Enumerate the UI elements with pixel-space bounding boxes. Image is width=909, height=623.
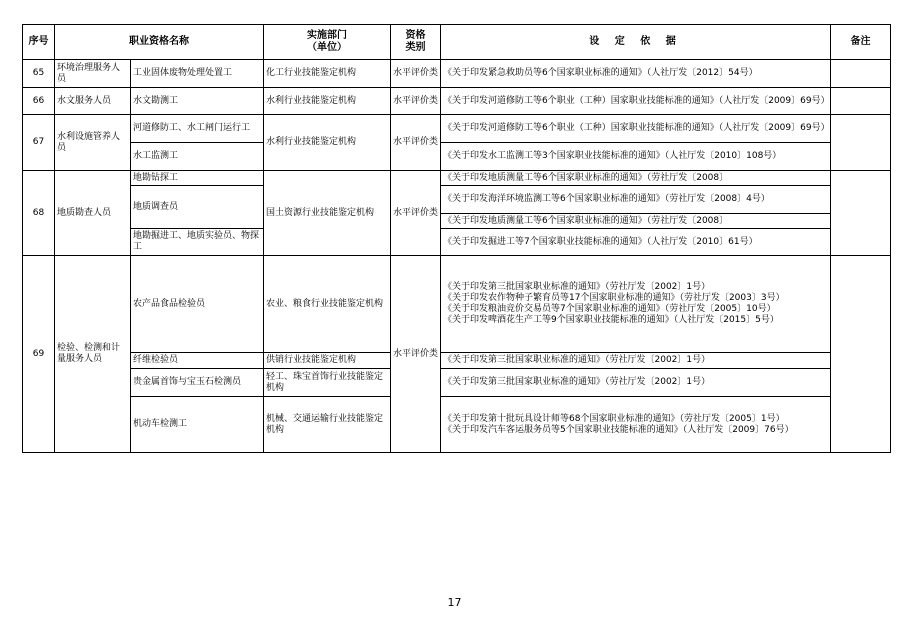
dept-name: 农业、粮食行业技能鉴定机构 bbox=[264, 256, 391, 353]
category: 水平评价类 bbox=[391, 88, 441, 115]
basis-text: 《关于印发第三批国家职业标准的通知》（劳社厅发〔2002〕1号） bbox=[441, 353, 831, 369]
occupation-name: 工业固体废物处理处置工 bbox=[131, 60, 264, 88]
table-row bbox=[23, 397, 891, 453]
occupation-name: 河道修防工、水工闸门运行工 bbox=[131, 115, 264, 143]
group-name: 水利设施管养人员 bbox=[55, 115, 131, 171]
basis-text: 《关于印发第三批国家职业标准的通知》（劳社厅发〔2002〕1号） 《关于印发农作物种子繁育员等17个国家职业标准的通知》（劳社厅发〔2003〕3号） 《关于印发粮油竞价交易员等7个国家职业标准的通知》（劳社厅发〔2005〕10号） 《关于印发啤酒花生产工等9个国家职业技能标准的通知》（人社厅发〔2015〕5号） bbox=[441, 256, 831, 353]
table-row bbox=[23, 171, 891, 186]
table-header-row bbox=[23, 25, 891, 60]
category: 水平评价类 bbox=[391, 60, 441, 88]
note-cell bbox=[831, 171, 891, 256]
header-seq: 序号 bbox=[23, 25, 55, 60]
occupation-qualification-table bbox=[22, 24, 891, 453]
header-basis: 设 定 依 据 bbox=[441, 25, 831, 60]
occupation-name: 贵金属首饰与宝玉石检测员 bbox=[131, 369, 264, 397]
occupation-name: 地勘钻探工 bbox=[131, 171, 264, 186]
dept-name: 水利行业技能鉴定机构 bbox=[264, 88, 391, 115]
dept-name: 水利行业技能鉴定机构 bbox=[264, 115, 391, 171]
row-seq: 65 bbox=[23, 60, 55, 88]
note-cell bbox=[831, 115, 891, 171]
table-row bbox=[23, 115, 891, 143]
header-note: 备注 bbox=[831, 25, 891, 60]
dept-name: 轻工、珠宝首饰行业技能鉴定机构 bbox=[264, 369, 391, 397]
note-cell bbox=[831, 88, 891, 115]
table-row bbox=[23, 60, 891, 88]
basis-text: 《关于印发海洋环境监测工等6个国家职业标准的通知》（劳社厅发〔2008〕4号） bbox=[441, 186, 831, 214]
basis-text: 《关于印发地质测量工等6个国家职业标准的通知》（劳社厅发〔2008〕 bbox=[441, 214, 831, 229]
table-row bbox=[23, 369, 891, 397]
category: 水平评价类 bbox=[391, 115, 441, 171]
occupation-name: 水文勘测工 bbox=[131, 88, 264, 115]
dept-name: 供销行业技能鉴定机构 bbox=[264, 353, 391, 369]
dept-name: 机械、交通运输行业技能鉴定机构 bbox=[264, 397, 391, 453]
page-number: 17 bbox=[447, 596, 462, 609]
occupation-name: 纤维检验员 bbox=[131, 353, 264, 369]
table-row bbox=[23, 256, 891, 353]
group-name: 水文服务人员 bbox=[55, 88, 131, 115]
occupation-name: 地勘掘进工、地质实验员、物探工 bbox=[131, 229, 264, 256]
occupation-name: 水工监测工 bbox=[131, 143, 264, 171]
table-row bbox=[23, 229, 891, 256]
row-seq: 67 bbox=[23, 115, 55, 171]
note-cell bbox=[831, 256, 891, 453]
basis-text: 《关于印发第十批玩具设计师等68个国家职业标准的通知》（劳社厅发〔2005〕1号） 《关于印发汽车客运服务员等5个国家职业技能标准的通知》（人社厅发〔2009〕76号） bbox=[441, 397, 831, 453]
header-category bbox=[391, 25, 441, 60]
occupation-name: 机动车检测工 bbox=[131, 397, 264, 453]
header-dept bbox=[264, 25, 391, 60]
header-name: 职业资格名称 bbox=[55, 25, 264, 60]
category: 水平评价类 bbox=[391, 256, 441, 453]
occupation-name: 地质调查员 bbox=[131, 186, 264, 229]
dept-name: 化工行业技能鉴定机构 bbox=[264, 60, 391, 88]
table-row bbox=[23, 353, 891, 369]
header-cat-line2: 类别 bbox=[405, 42, 426, 53]
basis-text: 《关于印发掘进工等7个国家职业技能标准的通知》（人社厅发〔2010〕61号） bbox=[441, 229, 831, 256]
header-dept-line2: （单位） bbox=[307, 42, 347, 53]
basis-text: 《关于印发水工监测工等3个国家职业技能标准的通知》（人社厅发〔2010〕108号） bbox=[441, 143, 831, 171]
table-row bbox=[23, 186, 891, 214]
basis-text: 《关于印发第三批国家职业标准的通知》（劳社厅发〔2002〕1号） bbox=[441, 369, 831, 397]
group-name: 检验、检测和计量服务人员 bbox=[55, 256, 131, 453]
basis-text: 《关于印发河道修防工等6个职业（工种）国家职业技能标准的通知》（人社厅发〔2009〕69号） bbox=[441, 88, 831, 115]
category: 水平评价类 bbox=[391, 171, 441, 256]
group-name: 地质勘查人员 bbox=[55, 171, 131, 256]
basis-text: 《关于印发紧急救助员等6个国家职业标准的通知》（人社厅发〔2012〕54号） bbox=[441, 60, 831, 88]
header-cat-line1: 资格 bbox=[405, 30, 426, 41]
table-row bbox=[23, 143, 891, 171]
row-seq: 68 bbox=[23, 171, 55, 256]
occupation-name: 农产品食品检验员 bbox=[131, 256, 264, 353]
group-name: 环境治理服务人员 bbox=[55, 60, 131, 88]
row-seq: 66 bbox=[23, 88, 55, 115]
dept-name: 国土资源行业技能鉴定机构 bbox=[264, 171, 391, 256]
header-dept-line1: 实施部门 bbox=[307, 30, 347, 41]
table-row bbox=[23, 88, 891, 115]
row-seq: 69 bbox=[23, 256, 55, 453]
basis-text: 《关于印发河道修防工等6个职业（工种）国家职业技能标准的通知》（人社厅发〔2009〕69号） bbox=[441, 115, 831, 143]
basis-text: 《关于印发地质测量工等6个国家职业标准的通知》（劳社厅发〔2008〕 bbox=[441, 171, 831, 186]
note-cell bbox=[831, 60, 891, 88]
